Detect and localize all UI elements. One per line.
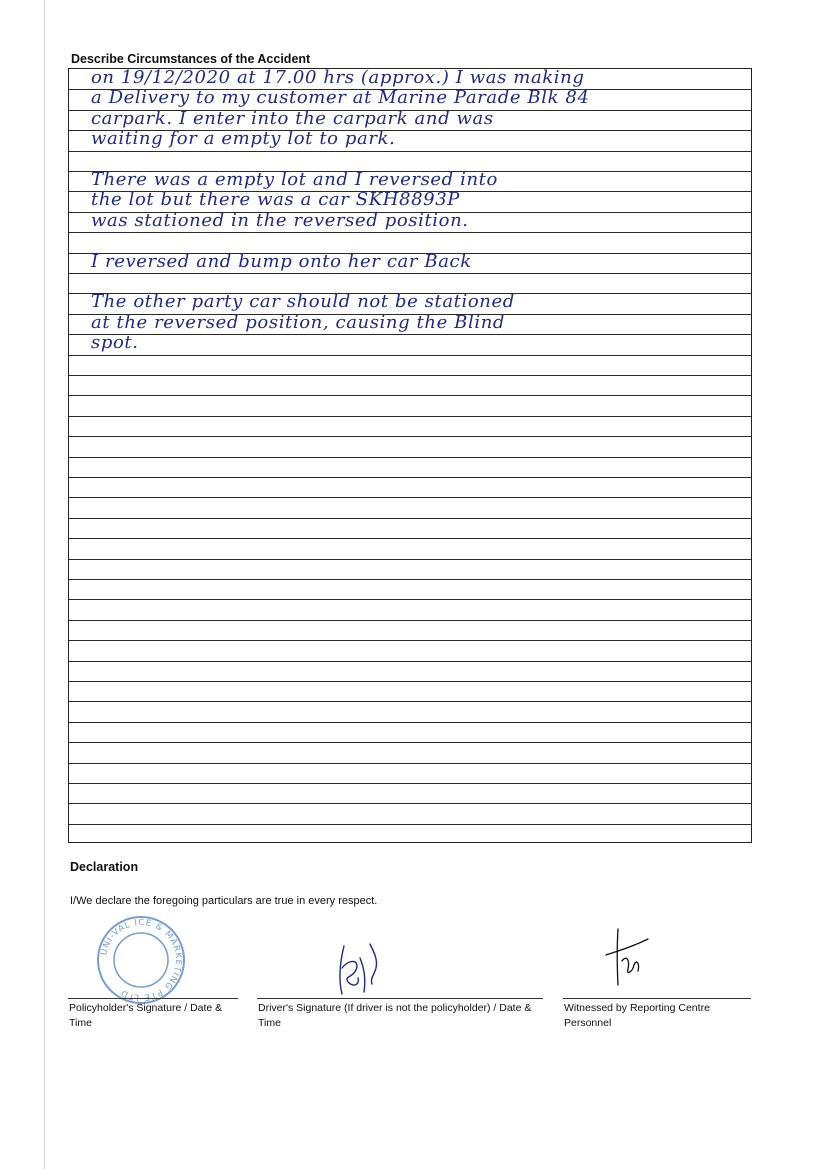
ruled-line: [69, 151, 751, 152]
driver-signature: [330, 938, 390, 1000]
ruled-line: [69, 416, 751, 417]
stamp-text: UNI-VAL ICE & MARKETING PTE LTD: [99, 917, 184, 1003]
ruled-line: [69, 395, 751, 396]
ruled-line: [69, 232, 751, 233]
handwritten-line: a Delivery to my customer at Marine Parade Blk 84: [91, 87, 590, 108]
driver-signature-label: Driver's Signature (If driver is not the policyholder) / Date & Time: [258, 1002, 532, 1029]
ruled-line: [69, 722, 751, 723]
handwritten-line: spot.: [91, 332, 139, 353]
ruled-line: [69, 334, 751, 335]
declaration-title: Declaration: [70, 860, 139, 874]
page-edge: [44, 0, 45, 1169]
policyholder-signature-label: Policyholder's Signature / Date & Time: [69, 1002, 223, 1029]
ruled-line: [69, 599, 751, 600]
ruled-line: [69, 273, 751, 274]
ruled-line: [69, 661, 751, 662]
ruled-line: [69, 477, 751, 478]
driver-signature-line: [257, 998, 543, 999]
ruled-writing-area: [68, 68, 752, 843]
handwritten-line: waiting for a empty lot to park.: [91, 128, 396, 149]
ruled-line: [69, 375, 751, 376]
ruled-line: [69, 681, 751, 682]
ruled-line: [69, 640, 751, 641]
handwritten-line: The other party car should not be stationed: [91, 291, 515, 312]
section-title: Describe Circumstances of the Accident: [71, 52, 311, 66]
ruled-line: [69, 436, 751, 437]
ruled-line: [69, 497, 751, 498]
company-stamp: [95, 914, 187, 1006]
witness-signature-label: Witnessed by Reporting Centre Personnel: [564, 1002, 710, 1029]
ruled-line: [69, 457, 751, 458]
handwritten-line: at the reversed position, causing the Blind: [91, 312, 506, 333]
ruled-line: [69, 701, 751, 702]
handwritten-line: the lot but there was a car SKH8893P: [91, 189, 460, 210]
ruled-line: [69, 518, 751, 519]
handwritten-line: was stationed in the reversed position.: [91, 210, 469, 231]
handwritten-line: There was a empty lot and I reversed into: [91, 169, 498, 190]
witness-signature: [600, 925, 652, 987]
ruled-line: [69, 355, 751, 356]
svg-text:UNI-VAL ICE & MARKETING PTE LT: [99, 918, 183, 1002]
ruled-line: [69, 763, 751, 764]
handwritten-line: carpark. I enter into the carpark and was: [91, 108, 494, 129]
ruled-line: [69, 538, 751, 539]
handwritten-line: on 19/12/2020 at 17.00 hrs (approx.) I was making: [91, 67, 585, 88]
ruled-line: [69, 579, 751, 580]
handwritten-line: I reversed and bump onto her car Back: [91, 251, 472, 272]
ruled-line: [69, 559, 751, 560]
ruled-line: [69, 783, 751, 784]
policyholder-signature-line: [68, 998, 238, 999]
declaration-statement: I/We declare the foregoing particulars are true in every respect.: [70, 895, 378, 907]
witness-signature-line: [563, 998, 751, 999]
ruled-line: [69, 803, 751, 804]
ruled-line: [69, 620, 751, 621]
ruled-line: [69, 742, 751, 743]
ruled-line: [69, 824, 751, 825]
